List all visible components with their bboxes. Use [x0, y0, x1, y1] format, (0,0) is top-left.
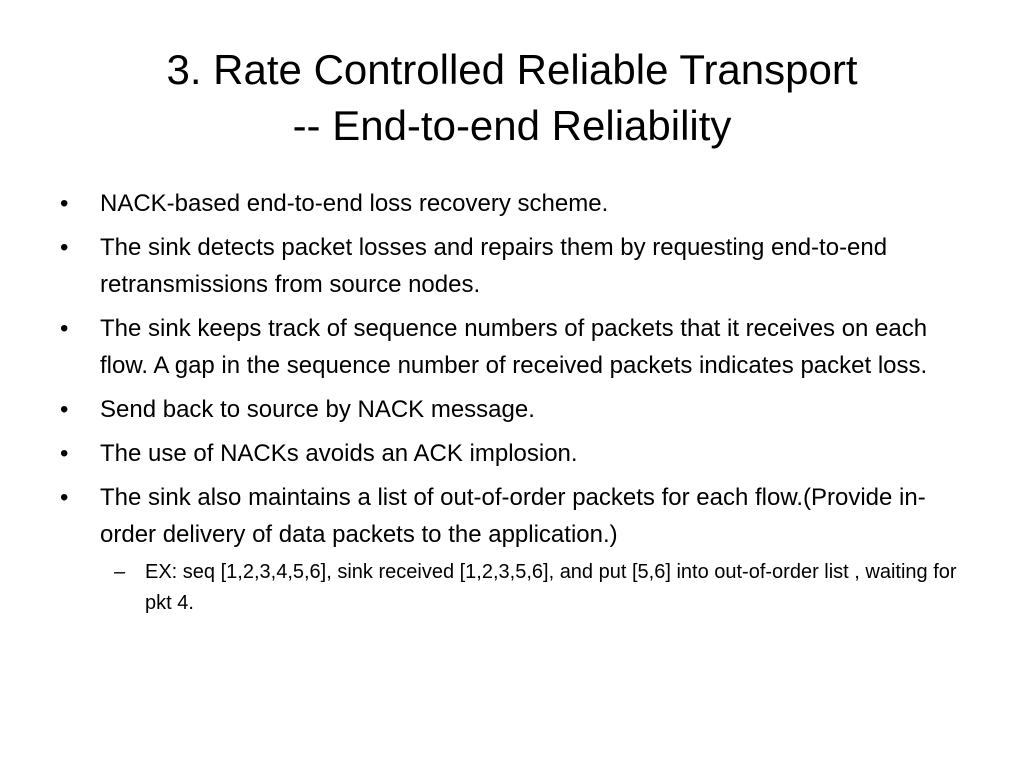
bullet-marker-icon: • — [60, 190, 69, 217]
sub-bullet-text: EX: seq [1,2,3,4,5,6], sink received [1,2,3,5,6], and put [5,6] into out-of-order list , waiting for pkt 4. — [145, 561, 957, 614]
bullet-marker-icon: • — [60, 440, 69, 467]
bullet-text: The use of NACKs avoids an ACK implosion. — [100, 440, 578, 467]
bullet-item — [60, 310, 960, 384]
bullet-item — [60, 185, 960, 222]
dash-marker-icon: – — [114, 561, 126, 583]
bullet-marker-icon: • — [60, 396, 69, 423]
bullet-text: NACK-based end-to-end loss recovery scheme. — [100, 190, 609, 217]
sub-bullet-list — [100, 557, 960, 619]
bullet-text: The sink detects packet losses and repairs them by requesting end-to-end retransmissions from source nodes. — [100, 234, 888, 298]
bullet-item — [60, 435, 960, 472]
slide-title-line-2: -- End-to-end Reliability — [292, 102, 732, 149]
bullet-text: The sink keeps track of sequence numbers of packets that it receives on each flow. A gap in the sequence number of received packets indicates packet loss. — [100, 315, 928, 379]
bullet-text: The sink also maintains a list of out-of-order packets for each flow.(Provide in-order delivery of data packets to the application.) — [100, 484, 926, 548]
bullet-text: Send back to source by NACK message. — [100, 396, 535, 423]
bullet-marker-icon: • — [60, 484, 69, 511]
bullet-item — [60, 391, 960, 428]
bullet-item — [60, 479, 960, 619]
bullet-marker-icon: • — [60, 234, 69, 261]
slide-title — [0, 42, 1024, 154]
bullet-list — [60, 185, 960, 626]
bullet-item — [60, 229, 960, 303]
slide-title-line-1: 3. Rate Controlled Reliable Transport — [166, 46, 858, 93]
bullet-marker-icon: • — [60, 315, 69, 342]
sub-bullet-item — [100, 557, 960, 619]
